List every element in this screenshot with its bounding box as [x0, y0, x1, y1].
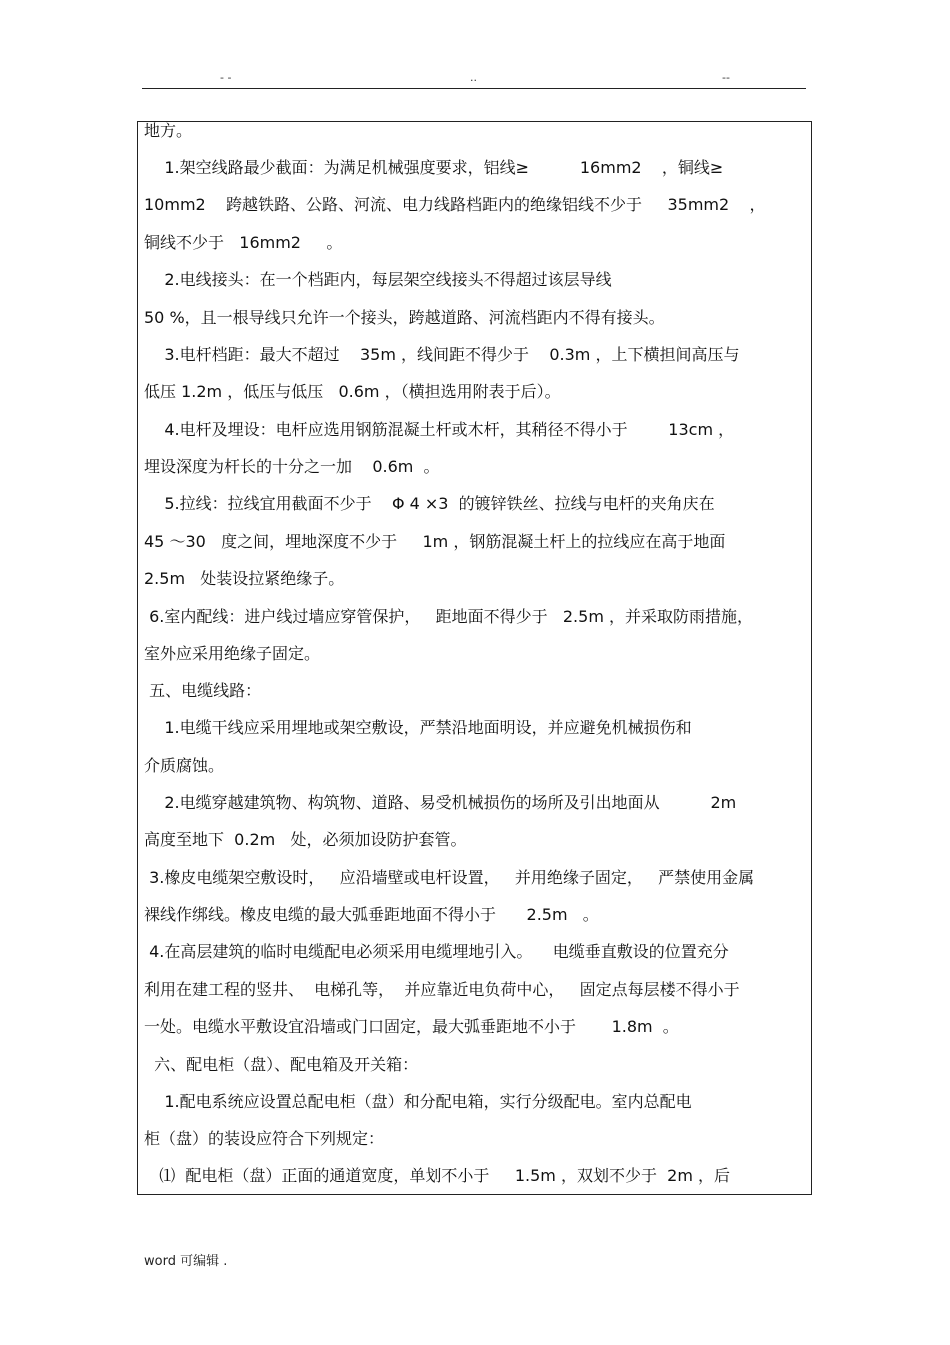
text-line: 埋设深度为杆长的十分之一加 0.6m 。 [144, 457, 440, 476]
text-line: 铜线不少于 16mm2 。 [144, 233, 343, 252]
page-footer: word 可编辑 . [144, 1254, 228, 1269]
text-line: 3.电杆档距：最大不超过 35m ，线间距不得少于 0.3m ，上下横担间高压与 [144, 345, 740, 364]
text-line: 6.室内配线：进户线过墙应穿管保护， 距地面不得少于 2.5m ，并采取防雨措施， [144, 607, 753, 626]
page-header [142, 68, 806, 89]
text-line: 低压 1.2m ，低压与低压 0.6m ，（横担选用附表于后）。 [144, 382, 561, 401]
text-line: 室外应采用绝缘子固定。 [144, 644, 321, 663]
header-right: -- [722, 71, 730, 84]
text-line: 1.架空线路最少截面：为满足机械强度要求，铝线≥ 16mm2 ，铜线≥ [144, 158, 724, 177]
text-line: 利用在建工程的竖井、 电梯孔等， 并应靠近电负荷中心， 固定点每层楼不得小于 [144, 980, 740, 999]
text-line: 4.在高层建筑的临时电缆配电必须采用电缆埋地引入。 电缆垂直敷设的位置充分 [144, 942, 729, 961]
text-line: 45 ～30 度之间，埋地深度不少于 1m ，钢筋混凝土杆上的拉线应在高于地面 [144, 532, 726, 551]
text-line: 地方。 [144, 121, 193, 140]
text-line: 3.橡皮电缆架空敷设时， 应沿墙壁或电杆设置， 并用绝缘子固定， 严禁使用金属 [144, 868, 755, 887]
text-line: 2.5m 处装设拉紧绝缘子。 [144, 569, 345, 588]
text-line: 50 %，且一根导线只允许一个接头，跨越道路、河流档距内不得有接头。 [144, 308, 665, 327]
text-line: 1.配电系统应设置总配电柜（盘）和分配电箱，实行分级配电。室内总配电 [144, 1092, 692, 1111]
text-line: 裸线作绑线。橡皮电缆的最大弧垂距地面不得小于 2.5m 。 [144, 905, 599, 924]
text-line: ⑴ 配电柜（盘）正面的通道宽度，单划不小于 1.5m ，双划不少于 2m ，后 [144, 1166, 731, 1185]
text-line: 2.电线接头：在一个档距内，每层架空线接头不得超过该层导线 [144, 270, 612, 289]
section-heading: 五、电缆线路： [144, 681, 262, 700]
text-line: 1.电缆干线应采用埋地或架空敷设，严禁沿地面明设，并应避免机械损伤和 [144, 718, 692, 737]
text-line: 5.拉线：拉线宜用截面不少于 Φ 4 ×3 的镀锌铁丝、拉线与电杆的夹角庆在 [144, 494, 715, 513]
header-left: - - [220, 71, 232, 84]
section-heading: 六、配电柜（盘）、配电箱及开关箱： [144, 1055, 419, 1074]
text-line: 高度至地下 0.2m 处，必须加设防护套管。 [144, 830, 467, 849]
text-line: 柜（盘）的装设应符合下列规定： [144, 1129, 385, 1148]
header-center: .. [470, 71, 477, 84]
text-line: 10mm2 跨越铁路、公路、河流、电力线路档距内的绝缘铝线不少于 35mm2 ， [144, 195, 766, 214]
text-line: 一处。电缆水平敷设宜沿墙或门口固定，最大弧垂距地不小于 1.8m 。 [144, 1017, 679, 1036]
text-line: 4.电杆及埋设：电杆应选用钢筋混凝土杆或木杆，其稍径不得小于 13cm ， [144, 420, 735, 439]
text-line: 介质腐蚀。 [144, 756, 225, 775]
text-line: 2.电缆穿越建筑物、构筑物、道路、易受机械损伤的场所及引出地面从 2m [144, 793, 737, 812]
